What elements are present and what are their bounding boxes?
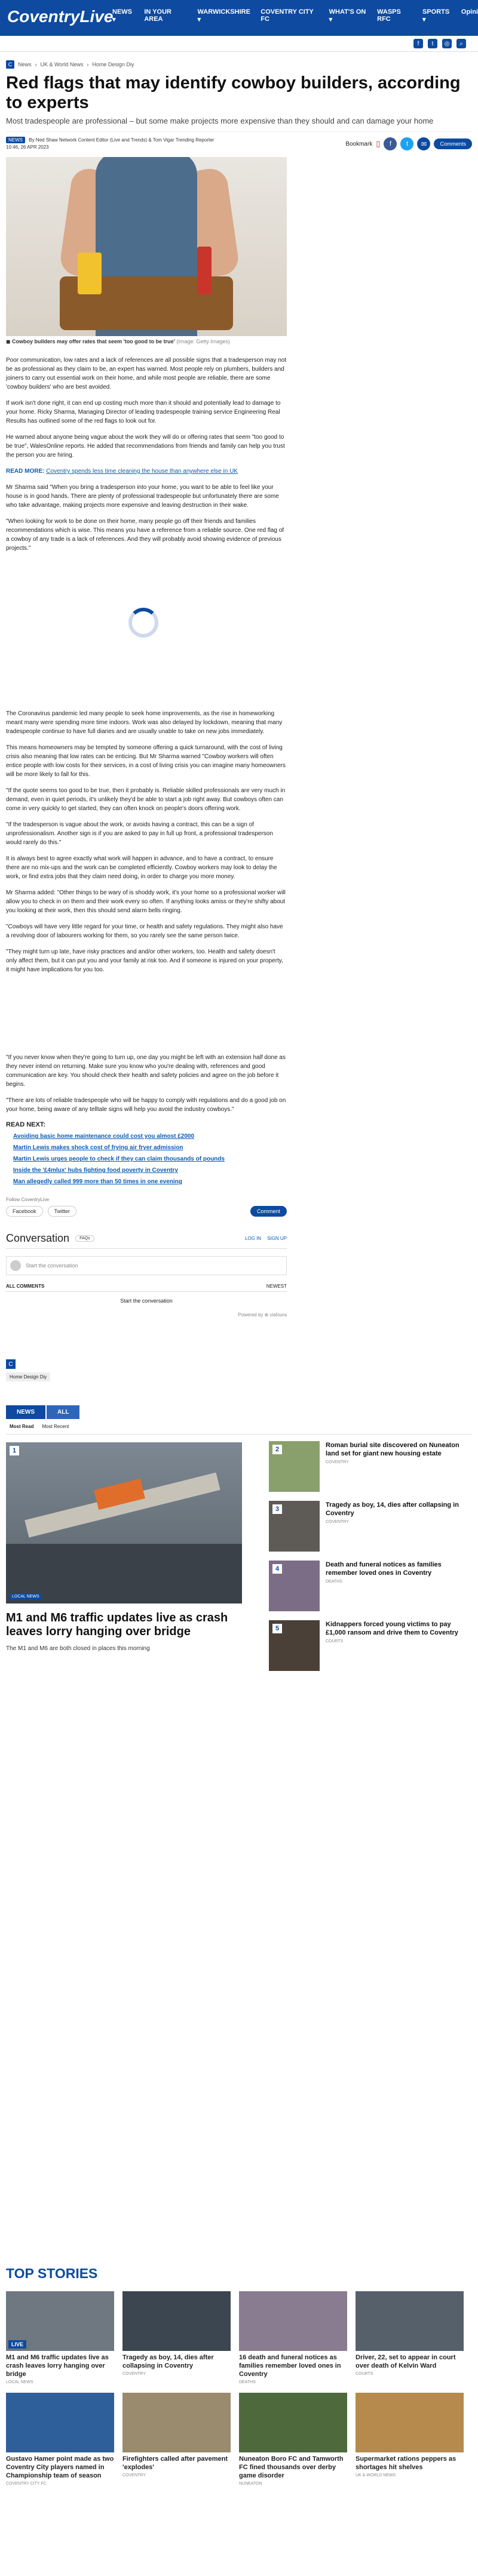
news-badge: NEWS xyxy=(6,137,25,143)
nav-item-in-your-area[interactable]: IN YOUR AREA xyxy=(144,8,171,23)
paragraph: "Cowboys will have very little regard for your time, or health and safety regulations. They might also have a revolving door of labourers working for them, so you rarely see the same person twice. xyxy=(6,924,283,939)
main-nav xyxy=(112,8,478,23)
nav-item-warwickshire[interactable]: WARWICKSHIRE ▾ xyxy=(197,8,250,23)
read-next-title: READ NEXT: xyxy=(6,1121,46,1128)
read-more-link[interactable]: Coventry spends less time cleaning the house than anywhere else in UK xyxy=(46,468,238,475)
facebook-share-icon[interactable]: f xyxy=(384,137,397,150)
story-card[interactable]: 16 death and funeral notices as families remember loved ones in Coventry DEATHS xyxy=(239,2291,347,2384)
paragraph: "When looking for work to be done on their home, many people go off their friends and families recommendations which is wise. This means you have a reference from a reliable source. One red flag of a cowboy of any trade is a lack of references. And they will probably avoid showing evidence of previous projects." xyxy=(6,518,284,552)
story-card[interactable]: Firefighters called after pavement 'explodes' COVENTRY xyxy=(122,2393,231,2486)
paragraph: Mr Sharma said "When you bring a tradesperson into your home, you want to be able to feel like your house is in good hands. There are plenty of professional tradespeople but unfortunately there are some who take advantage, making projects more expensive and leaving destruction in their wake. xyxy=(6,484,279,509)
read-next-link[interactable]: Inside the '£4mlux' hubs fighting food poverty in Coventry xyxy=(13,1167,178,1174)
login-link[interactable]: LOG IN xyxy=(244,1236,262,1241)
breadcrumb: C News › UK & World News › Home Design Diy xyxy=(6,60,472,69)
article-date: 10:46, 26 APR 2023 xyxy=(6,144,49,150)
comment-button[interactable]: Comment xyxy=(250,1206,287,1217)
comment-input[interactable]: Start the conversation xyxy=(26,1263,78,1269)
breadcrumb-uk-world[interactable]: UK & World News xyxy=(40,61,84,67)
paragraph: Mr Sharma added: "Other things to be wary of is shoddy work, it's your home so a professional worker will allow you to check in on them and their work every so often. If anything looks amiss or they're shifty about you looking at their work, then this should send alarm bells ringing. xyxy=(6,890,286,914)
follow-twitter-button[interactable]: Twitter xyxy=(48,1206,77,1217)
loading-spinner-icon xyxy=(128,608,158,638)
conversation-title: Conversation xyxy=(6,1232,70,1244)
nav-item-whats-on[interactable]: WHAT'S ON ▾ xyxy=(329,8,366,23)
read-next-link[interactable]: Avoiding basic home maintenance could cost you almost £2000 xyxy=(13,1133,195,1140)
breadcrumb-news[interactable]: News xyxy=(18,61,32,67)
nav-item-sports[interactable]: SPORTS ▾ xyxy=(422,8,450,23)
paragraph: "There are lots of reliable tradespeople who will be happy to comply with regulations and do a good job on your home, being aware of any telltale signs will help you avoid the industry cowboys." xyxy=(6,1097,286,1113)
facebook-icon[interactable]: f xyxy=(413,39,423,48)
faqs-button[interactable]: FAQs xyxy=(75,1235,94,1242)
avatar xyxy=(10,1260,21,1271)
byline xyxy=(6,137,214,151)
list-item[interactable]: 5 Kidnappers forced young victims to pay £1,000 ransom and drive them to Coventry COURTS xyxy=(269,1620,472,1680)
byline-row xyxy=(6,131,472,151)
paragraph: This means homeowners may be tempted by someone offering a quick turnaround, with the cost of living crisis also meaning that low rates can be enticing. But Mr Sharma warned "Cowboy workers will often entice people with low costs for their services, in a cost of living crisis you can imagine many homeowners will be more likely to fall for this. xyxy=(6,744,286,778)
paragraph: The Coronavirus pandemic led many people to seek home improvements, as the rise in homeworking meant many were spending more time indoors. Work was also delayed by lockdown, meaning that many tradespeople continue to have full diaries and are usually unable to take on new jobs immediately. xyxy=(6,710,283,735)
tag-logo: C xyxy=(6,1359,16,1369)
site-logo[interactable]: CoventryLive xyxy=(7,7,114,26)
tab-most-recent[interactable]: Most Recent xyxy=(42,1424,69,1429)
conversation-empty: Start the conversation xyxy=(120,1298,173,1304)
read-more: READ MORE: Coventry spends less time cleaning the house than anywhere else in UK xyxy=(6,468,238,475)
hero-image xyxy=(6,157,287,336)
byline-authors: By Ned Shaw Network Content Editor (Live and Trends) & Tom Vigar Trending Reporter xyxy=(29,137,215,143)
story-card[interactable]: Supermarket rations peppers as shortages hit shelves UK & WORLD NEWS xyxy=(356,2393,464,2486)
site-header xyxy=(0,0,478,36)
nav-item-news[interactable]: NEWS ▾ xyxy=(112,8,132,23)
most-read-list xyxy=(269,1441,472,1680)
social-bar xyxy=(0,36,478,52)
story-card[interactable]: Tragedy as boy, 14, dies after collapsing in Coventry COVENTRY xyxy=(122,2291,231,2384)
tab-most-read[interactable]: Most Read xyxy=(10,1424,34,1429)
nav-item-coventry-city-fc[interactable]: COVENTRY CITY FC xyxy=(261,8,314,23)
story-card[interactable]: Gustavo Hamer point made as two Coventry City players named in Championship team of season COVENTRY CITY FC xyxy=(6,2393,114,2486)
paragraph: "They might turn up late, have risky practices and and/or other workers, too. Health and safety doesn't only affect them, but it can put you and your family at risk too. And if someone is injured on your property, it might have implications for you too. xyxy=(6,949,283,973)
read-next-link[interactable]: Man allegedly called 999 more than 50 times in one evening xyxy=(13,1178,182,1185)
live-badge: LIVE xyxy=(8,2340,26,2349)
paragraph: It is always best to agree exactly what work will happen in advance, and to have a contract, to ensure there are no mix-ups and the work can be completed efficiently. Cowboy workers may look to delay the work, or find extra jobs that they claim need doing, in order to charge you more money. xyxy=(6,855,277,880)
comments-button[interactable]: Comments xyxy=(434,139,472,149)
follow-facebook-button[interactable]: Facebook xyxy=(6,1206,43,1217)
paragraph: He warned about anyone being vague about the work they will do or offering rates that seem "too good to be true", WalesOnline reports. He added that recommendations from friends and family can help you trust the person you are hiring. xyxy=(6,434,285,458)
powered-by[interactable]: Powered by ⊕ viafoura xyxy=(238,1312,287,1318)
breadcrumb-logo: C xyxy=(6,60,14,69)
most-read-section xyxy=(6,1405,472,1652)
conversation-widget xyxy=(6,1232,287,1318)
tag-chip[interactable]: Home Design Diy xyxy=(6,1372,50,1381)
bookmark-icon[interactable]: ▯ xyxy=(376,139,381,148)
article-title: Red flags that may identify cowboy builders, according to experts xyxy=(6,73,461,112)
search-icon[interactable]: ⌕ xyxy=(456,39,466,48)
nav-item-wasps[interactable]: WASPS RFC xyxy=(377,8,401,23)
paragraph: "If you never know when they're going to turn up, one day you might be left with an extension half done as they never intend on returning. Make sure you know who you're dealing with, references and good communication are key. You should check their health and safety policies and agree on the job before it begins. xyxy=(6,1054,286,1088)
list-item[interactable]: 2 Roman burial site discovered on Nuneaton land set for giant new housing estate COVENTRY xyxy=(269,1441,472,1501)
follow-row xyxy=(6,1206,287,1217)
most-read-main-sub: The M1 and M6 are both closed in places this morning xyxy=(6,1645,150,1652)
tab-all[interactable]: ALL xyxy=(47,1405,79,1419)
follow-label: Follow CoventryLive xyxy=(6,1197,50,1202)
camera-icon: ◼ xyxy=(6,338,11,344)
article-standfirst: Most tradespeople are professional – but some make projects more expensive than they should and can damage your home xyxy=(6,116,434,125)
top-stories-title: TOP STORIES xyxy=(6,2266,98,2281)
share-bar xyxy=(345,137,472,150)
signup-link[interactable]: SIGN UP xyxy=(267,1236,287,1241)
instagram-icon[interactable]: ◎ xyxy=(442,39,452,48)
story-card[interactable]: LIVE M1 and M6 traffic updates live as crash leaves lorry hanging over bridge LOCAL NEWS xyxy=(6,2291,114,2384)
tab-all-comments[interactable]: ALL COMMENTS xyxy=(6,1284,45,1289)
main-category-badge: LOCAL NEWS xyxy=(10,1593,42,1600)
most-read-main-image[interactable]: 1 LOCAL NEWS xyxy=(6,1442,242,1604)
paragraph: Poor communication, low rates and a lack of references are all possible signs that a tradesperson may not be as professional as they claim to be, an expert has warned. Most people rely on plumbers, builders and joiners to carry out essential work on their home, and while most people are reliable, there are some 'cowboy builders' who are best avoided. xyxy=(6,357,287,390)
comment-composer[interactable] xyxy=(6,1256,287,1275)
image-caption: ◼ Cowboy builders may offer rates that seem 'too good to be true' (Image: Getty Images) xyxy=(6,338,230,344)
read-next-link[interactable]: Martin Lewis makes shock cost of frying air fryer admission xyxy=(13,1144,183,1151)
twitter-share-icon[interactable]: t xyxy=(400,137,413,150)
twitter-icon[interactable]: t xyxy=(428,39,437,48)
sort-select[interactable]: NEWEST xyxy=(266,1284,287,1289)
story-card[interactable]: Driver, 22, set to appear in court over death of Kelvin Ward COURTS xyxy=(356,2291,464,2384)
top-stories-section xyxy=(6,2266,472,2486)
list-item[interactable]: 4 Death and funeral notices as families remember loved ones in Coventry DEATHS xyxy=(269,1561,472,1620)
loading-ad-slot xyxy=(6,560,287,709)
most-read-main-headline[interactable]: M1 and M6 traffic updates live as crash leaves lorry hanging over bridge xyxy=(6,1611,228,1638)
email-share-icon[interactable]: ✉ xyxy=(417,137,430,150)
paragraph: "If the quote seems too good to be true, then it probably is. Reliable skilled professionals are very much in demand, even in quiet periods, it's unlikely they'd be able to start a job right away. But cowboys often can come in very quickly to get started, they can often knock on people's doors offering work. xyxy=(6,787,286,812)
story-card[interactable]: Nuneaton Boro FC and Tamworth FC fined thousands over derby game disorder NUNEATON xyxy=(239,2393,347,2486)
tab-news[interactable]: NEWS xyxy=(6,1405,45,1419)
nav-item-opinion[interactable]: Opini xyxy=(461,8,478,16)
list-item[interactable]: 3 Tragedy as boy, 14, dies after collapsing in Coventry COVENTRY xyxy=(269,1501,472,1561)
breadcrumb-home-design[interactable]: Home Design Diy xyxy=(92,61,134,67)
paragraph: If work isn't done right, it can end up costing much more than it should and potentially lead to damage to your home. Ricky Sharma, Managing Director of leading tradespeople training service Engineering Real Results has outlined some of the red flags to look out for. xyxy=(6,400,281,424)
ad-slot xyxy=(6,981,472,1053)
article-container xyxy=(0,60,478,1652)
tags xyxy=(6,1359,472,1381)
bookmark-label[interactable]: Bookmark xyxy=(345,140,373,147)
read-next-link[interactable]: Martin Lewis urges people to check if they can claim thousands of pounds xyxy=(13,1156,225,1162)
paragraph: "If the tradesperson is vague about the work, or avoids having a contract, this can be a sign of unprofessionalism. Another sign is if you are asked to pay in full up front, a professional tradesperson would rarely do this." xyxy=(6,821,273,846)
